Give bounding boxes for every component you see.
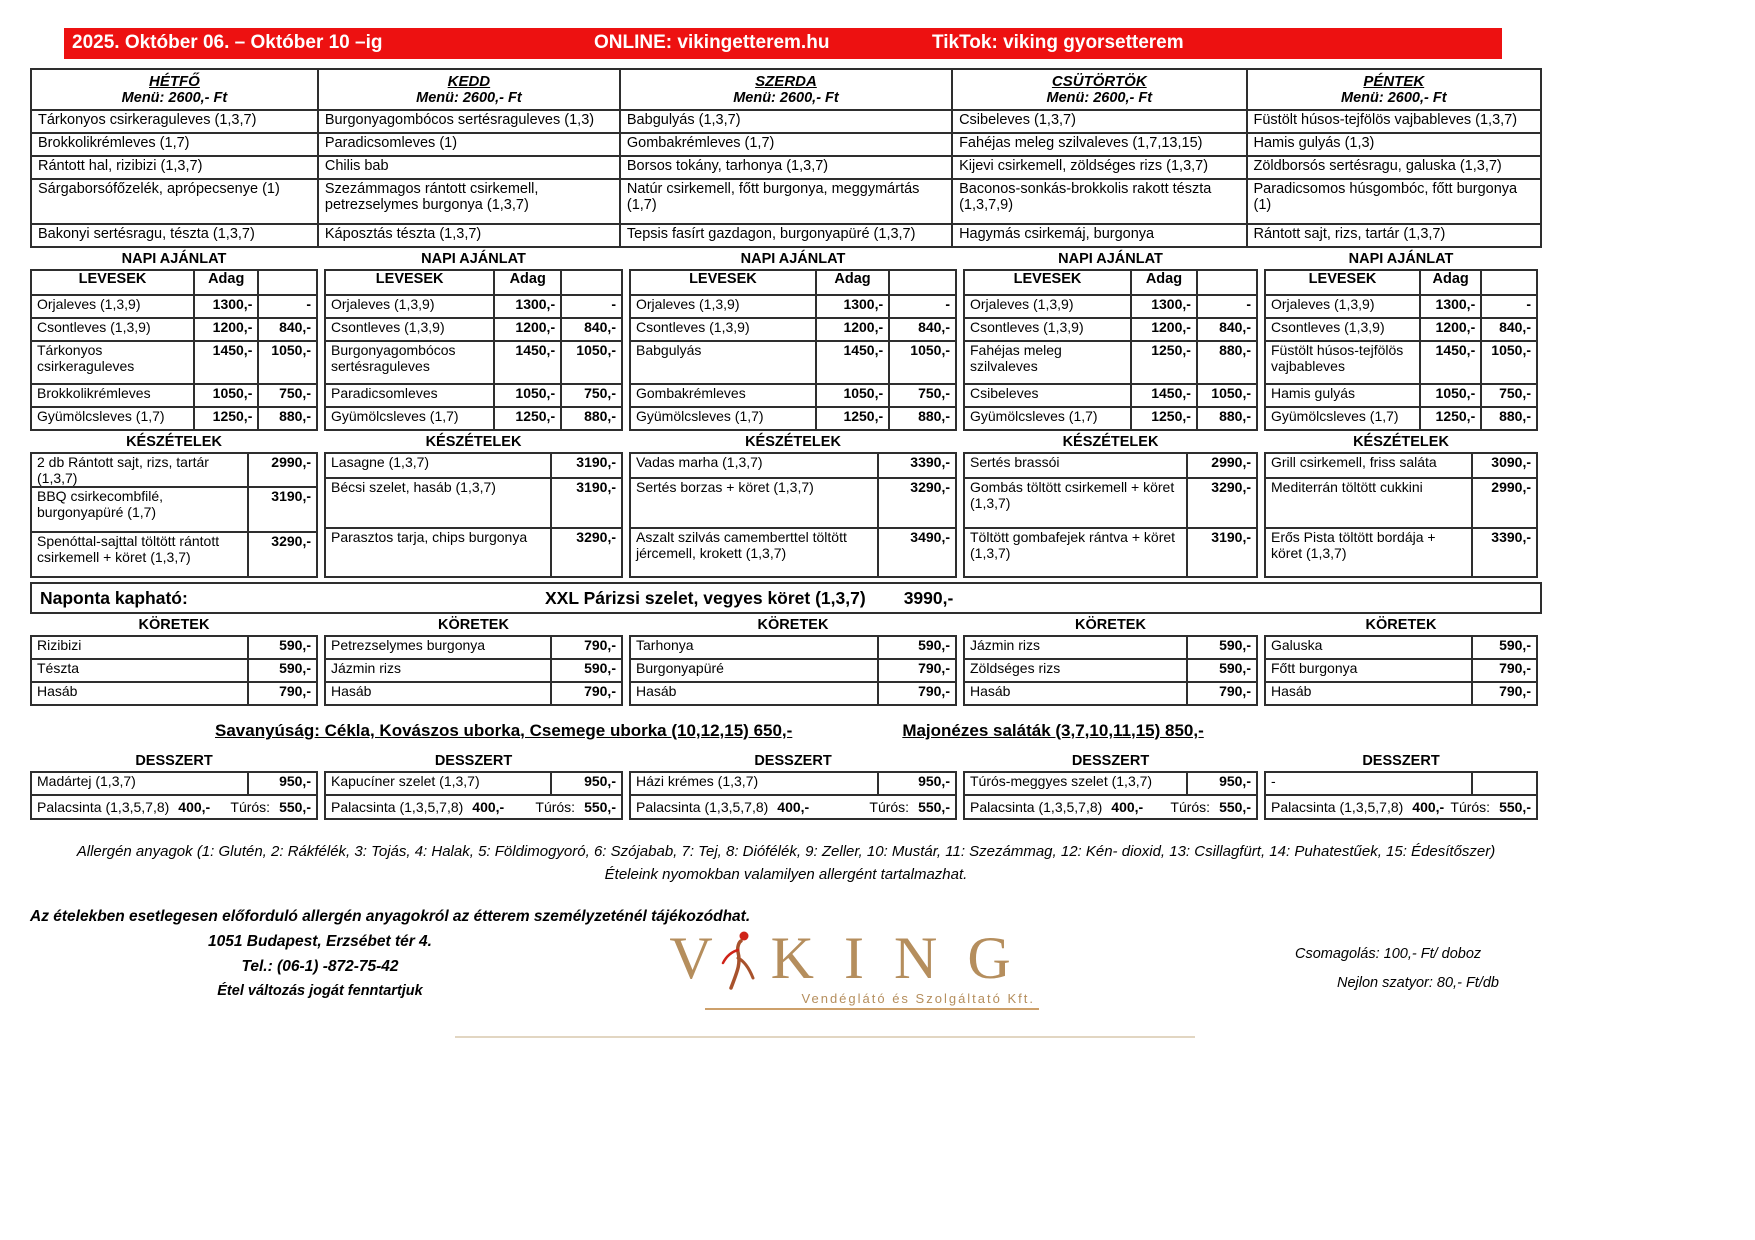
ready-name: Aszalt szilvás camemberttel töltött jércemell, krokett (1,3,7) <box>630 528 878 577</box>
logo-letters-king: KING <box>770 925 1041 991</box>
menu-item: Hamis gulyás (1,3) <box>1247 133 1541 156</box>
soup-name: Fahéjas meleg szilvaleves <box>964 341 1131 384</box>
soup-half-price: 880,- <box>1197 341 1257 384</box>
daily-special-banner <box>30 582 1542 614</box>
turos-price: 550,- <box>1219 799 1251 815</box>
pancake-price: 400,- <box>472 799 505 815</box>
menu-item: Csibeleves (1,3,7) <box>952 110 1246 133</box>
ready-price: 3190,- <box>1187 528 1257 577</box>
dessert-price: 950,- <box>551 772 622 795</box>
soup-price: 1300,- <box>194 295 258 318</box>
soup-price: 1300,- <box>1131 295 1197 318</box>
soup-half-price: - <box>561 295 622 318</box>
soup-half-price: 750,- <box>1481 384 1537 407</box>
napi-ajanlat-label: NAPI AJÁNLAT <box>121 251 227 267</box>
half-header <box>1481 270 1537 295</box>
soup-name: Orjaleves (1,3,9) <box>325 295 494 318</box>
soup-half-price: 750,- <box>889 384 956 407</box>
dessert-table-friday <box>1264 771 1538 820</box>
soups-table-thursday <box>963 269 1258 431</box>
ready-name: Vadas marha (1,3,7) <box>630 453 878 478</box>
keszetelek-label: KÉSZÉTELEK <box>1353 434 1449 450</box>
side-name: Zöldséges rizs <box>964 659 1187 682</box>
ready-name: Bécsi szelet, hasáb (1,3,7) <box>325 478 551 527</box>
ready-table-monday <box>30 452 318 578</box>
soup-price: 1200,- <box>194 318 258 341</box>
soup-name: Csibeleves <box>964 384 1131 407</box>
soup-name: Tárkonyos csirkeraguleves <box>31 341 194 384</box>
pancake-price: 400,- <box>777 799 810 815</box>
dessert-price: 950,- <box>1187 772 1257 795</box>
ready-price: 3390,- <box>1472 528 1537 577</box>
soup-half-price: 880,- <box>1481 407 1537 430</box>
side-name: Jázmin rizs <box>964 636 1187 659</box>
menu-item: Sárgaborsófőzelék, aprópecsenye (1) <box>31 179 318 224</box>
side-name: Tészta <box>31 659 248 682</box>
day-header-tuesday: KEDD Menü: 2600,- Ft <box>318 69 620 110</box>
pancake-name: Palacsinta (1,3,5,7,8) <box>1271 799 1404 815</box>
sides-table-friday <box>1264 635 1538 706</box>
menu-item: Natúr csirkemell, főtt burgonya, meggymártás (1,7) <box>620 179 952 224</box>
pancake-price: 400,- <box>1111 799 1144 815</box>
half-header <box>561 270 622 295</box>
koretek-label: KÖRETEK <box>757 617 829 633</box>
levesek-header: LEVESEK <box>964 270 1131 295</box>
adag-header: Adag <box>494 270 561 295</box>
side-name: Burgonyapüré <box>630 659 878 682</box>
side-price: 590,- <box>551 659 622 682</box>
pancake-row <box>325 795 622 819</box>
ready-price: 2990,- <box>248 453 317 487</box>
levesek-header: LEVESEK <box>630 270 816 295</box>
side-name: Jázmin rizs <box>325 659 551 682</box>
pancake-price: 400,- <box>178 799 211 815</box>
soups-table-tuesday <box>324 269 623 431</box>
soup-name: Csontleves (1,3,9) <box>964 318 1131 341</box>
menu-row-3 <box>31 156 1541 179</box>
menu-item: Füstölt húsos-tejfölös vajbableves (1,3,7) <box>1247 110 1541 133</box>
soup-half-price: 880,- <box>1197 407 1257 430</box>
logo-subtitle: Vendéglátó és Szolgáltató Kft. <box>705 991 1039 1010</box>
soup-price: 1250,- <box>1131 341 1197 384</box>
soup-price: 1050,- <box>494 384 561 407</box>
menu-item: Tárkonyos csirkeraguleves (1,3,7) <box>31 110 318 133</box>
side-price: 590,- <box>878 636 956 659</box>
soup-price: 1050,- <box>194 384 258 407</box>
day-header-monday: HÉTFŐ Menü: 2600,- Ft <box>31 69 318 110</box>
menu-item: Bakonyi sertésragu, tészta (1,3,7) <box>31 224 318 247</box>
soups-section <box>30 269 1542 431</box>
side-name: Petrezselymes burgonya <box>325 636 551 659</box>
napi-ajanlat-row <box>30 248 1542 269</box>
levesek-header: LEVESEK <box>325 270 494 295</box>
pickles-text: Savanyúság: Cékla, Kovászos uborka, Csemege uborka (10,12,15) 650,- <box>215 721 793 740</box>
allergen-staff-note: Az ételekben esetlegesen előforduló allergén anyagokról az étterem személyzeténél tájékozódhat. <box>30 908 751 925</box>
turos-price: 550,- <box>918 799 950 815</box>
dessert-price <box>1472 772 1537 795</box>
side-name: Hasáb <box>325 682 551 705</box>
adag-header: Adag <box>1131 270 1197 295</box>
side-price: 790,- <box>248 682 317 705</box>
menu-item: Baconos-sonkás-brokkolis rakott tészta (1,3,7,9) <box>952 179 1246 224</box>
koretek-row <box>30 614 1542 635</box>
pancake-name: Palacsinta (1,3,5,7,8) <box>331 799 464 815</box>
soup-price: 1450,- <box>1420 341 1481 384</box>
menu-item: Borsos tokány, tarhonya (1,3,7) <box>620 156 952 179</box>
ready-table-tuesday <box>324 452 623 578</box>
ready-price: 2990,- <box>1187 453 1257 478</box>
pancake-price: 400,- <box>1412 799 1445 815</box>
menu-item: Brokkolikrémleves (1,7) <box>31 133 318 156</box>
menu-item: Tepsis fasírt gazdagon, burgonyapüré (1,3,7) <box>620 224 952 247</box>
ready-price: 3190,- <box>551 453 622 478</box>
soup-price: 1450,- <box>194 341 258 384</box>
soup-name: Orjaleves (1,3,9) <box>1265 295 1420 318</box>
soup-half-price: 1050,- <box>1197 384 1257 407</box>
menu-item: Paradicsomos húsgombóc, főtt burgonya (1) <box>1247 179 1541 224</box>
side-price: 790,- <box>878 682 956 705</box>
menu-item: Szezámmagos rántott csirkemell, petrezselymes burgonya (1,3,7) <box>318 179 620 224</box>
dessert-table-wednesday <box>629 771 957 820</box>
ready-name: Sertés borzas + köret (1,3,7) <box>630 478 878 527</box>
side-name: Hasáb <box>630 682 878 705</box>
soup-half-price: 840,- <box>1197 318 1257 341</box>
date-range: 2025. Október 06. – Október 10 –ig <box>72 32 383 53</box>
soup-price: 1250,- <box>1420 407 1481 430</box>
soup-half-price: 880,- <box>889 407 956 430</box>
adag-header: Adag <box>194 270 258 295</box>
soup-price: 1450,- <box>494 341 561 384</box>
keszetelek-row <box>30 431 1542 452</box>
soup-name: Orjaleves (1,3,9) <box>31 295 194 318</box>
menu-item: Zöldborsós sertésragu, galuska (1,3,7) <box>1247 156 1541 179</box>
ready-name: Spenóttal-sajttal töltött rántott csirkemell + köret (1,3,7) <box>31 532 248 577</box>
side-name: Tarhonya <box>630 636 878 659</box>
header-bar <box>64 28 1502 59</box>
koretek-label: KÖRETEK <box>438 617 509 633</box>
half-header <box>258 270 317 295</box>
ready-name: Erős Pista töltött bordája + köret (1,3,7) <box>1265 528 1472 577</box>
ready-price: 3290,- <box>878 478 956 527</box>
side-name: Főtt burgonya <box>1265 659 1472 682</box>
menu-item: Kijevi csirkemell, zöldséges rizs (1,3,7) <box>952 156 1246 179</box>
soup-name: Orjaleves (1,3,9) <box>964 295 1131 318</box>
soup-name: Csontleves (1,3,9) <box>31 318 194 341</box>
menu-item: Babgulyás (1,3,7) <box>620 110 952 133</box>
pancake-name: Palacsinta (1,3,5,7,8) <box>37 799 170 815</box>
adag-header: Adag <box>816 270 889 295</box>
mayo-salads-text: Majonézes saláták (3,7,10,11,15) 850,- <box>902 721 1204 740</box>
weekly-menu-table <box>30 68 1542 248</box>
turos-label: Túrós: <box>869 799 910 815</box>
menu-row-5 <box>31 224 1541 247</box>
turos-price: 550,- <box>584 799 616 815</box>
keszetelek-label: KÉSZÉTELEK <box>1062 434 1159 450</box>
side-price: 790,- <box>551 682 622 705</box>
soup-price: 1300,- <box>816 295 889 318</box>
dessert-table-thursday <box>963 771 1258 820</box>
soup-name: Hamis gulyás <box>1265 384 1420 407</box>
day-header-row <box>31 69 1541 110</box>
desszert-row <box>30 750 1542 771</box>
soup-half-price: - <box>1197 295 1257 318</box>
ready-name: Töltött gombafejek rántva + köret (1,3,7) <box>964 528 1187 577</box>
soup-half-price: 1050,- <box>561 341 622 384</box>
daily-special-label: Naponta kapható: <box>40 587 188 608</box>
side-price: 590,- <box>248 636 317 659</box>
menu-item: Chilis bab <box>318 156 620 179</box>
side-name: Galuska <box>1265 636 1472 659</box>
keszetelek-label: KÉSZÉTELEK <box>425 434 522 450</box>
soup-price: 1250,- <box>194 407 258 430</box>
ready-price: 3090,- <box>1472 453 1537 478</box>
menu-item: Burgonyagombócos sertésraguleves (1,3) <box>318 110 620 133</box>
menu-item: Gombakrémleves (1,7) <box>620 133 952 156</box>
sides-section <box>30 635 1542 706</box>
daily-special-price: 3990,- <box>903 587 954 608</box>
side-price: 590,- <box>1187 659 1257 682</box>
side-price: 590,- <box>1187 636 1257 659</box>
koretek-label: KÖRETEK <box>1365 617 1437 633</box>
ready-table-friday <box>1264 452 1538 578</box>
runner-icon <box>717 928 759 990</box>
viking-logo <box>645 925 1065 1010</box>
side-name: Hasáb <box>964 682 1187 705</box>
ready-name: Grill csirkemell, friss saláta <box>1265 453 1472 478</box>
menu-item: Rántott hal, rizibizi (1,3,7) <box>31 156 318 179</box>
soup-price: 1250,- <box>1131 407 1197 430</box>
side-price: 790,- <box>551 636 622 659</box>
side-price: 790,- <box>878 659 956 682</box>
turos-label: Túrós: <box>1450 799 1491 815</box>
sides-table-thursday <box>963 635 1258 706</box>
napi-ajanlat-label: NAPI AJÁNLAT <box>1058 251 1163 267</box>
menu-item: Hagymás csirkemáj, burgonya <box>952 224 1246 247</box>
half-header <box>889 270 956 295</box>
napi-ajanlat-label: NAPI AJÁNLAT <box>421 251 526 267</box>
ready-table-wednesday <box>629 452 957 578</box>
day-header-thursday: CSÜTÖRTÖK Menü: 2600,- Ft <box>952 69 1246 110</box>
soup-price: 1450,- <box>816 341 889 384</box>
menu-item: Rántott sajt, rizs, tartár (1,3,7) <box>1247 224 1541 247</box>
ready-name: Lasagne (1,3,7) <box>325 453 551 478</box>
pancake-row <box>964 795 1257 819</box>
soup-half-price: - <box>1481 295 1537 318</box>
desszert-label: DESSZERT <box>434 753 513 769</box>
desszert-label: DESSZERT <box>1071 753 1150 769</box>
soup-name: Burgonyagombócos sertésraguleves <box>325 341 494 384</box>
dessert-table-monday <box>30 771 318 820</box>
dessert-price: 950,- <box>248 772 317 795</box>
ready-name: BBQ csirkecombfilé, burgonyapüré (1,7) <box>31 487 248 532</box>
ready-price: 2990,- <box>1472 478 1537 527</box>
address: 1051 Budapest, Erzsébet tér 4. <box>208 933 432 950</box>
ready-price: 3490,- <box>878 528 956 577</box>
keszetelek-label: KÉSZÉTELEK <box>126 434 222 450</box>
soup-price: 1250,- <box>816 407 889 430</box>
menu-row-1 <box>31 110 1541 133</box>
soup-price: 1200,- <box>816 318 889 341</box>
soup-price: 1300,- <box>1420 295 1481 318</box>
napi-ajanlat-label: NAPI AJÁNLAT <box>1348 251 1454 267</box>
online-url: ONLINE: vikingetterem.hu <box>594 32 830 53</box>
side-price: 790,- <box>1472 659 1537 682</box>
sides-table-wednesday <box>629 635 957 706</box>
dessert-table-tuesday <box>324 771 623 820</box>
bag-price: Nejlon szatyor: 80,- Ft/db <box>1337 975 1499 991</box>
dessert-name: Kapucíner szelet (1,3,7) <box>325 772 551 795</box>
sides-table-monday <box>30 635 318 706</box>
ready-table-thursday <box>963 452 1258 578</box>
ready-name: Gombás töltött csirkemell + köret (1,3,7) <box>964 478 1187 527</box>
soup-half-price: 840,- <box>561 318 622 341</box>
soup-name: Babgulyás <box>630 341 816 384</box>
ready-price: 3290,- <box>551 528 622 577</box>
menu-item: Káposztás tészta (1,3,7) <box>318 224 620 247</box>
phone: Tel.: (06-1) -872-75-42 <box>241 958 399 975</box>
soup-name: Csontleves (1,3,9) <box>1265 318 1420 341</box>
tiktok-handle: TikTok: viking gyorsetterem <box>932 32 1184 53</box>
soup-price: 1050,- <box>1420 384 1481 407</box>
soup-name: Gyümölcsleves (1,7) <box>630 407 816 430</box>
soup-half-price: 1050,- <box>258 341 317 384</box>
side-price: 790,- <box>1187 682 1257 705</box>
soup-half-price: 880,- <box>258 407 317 430</box>
turos-label: Túrós: <box>535 799 576 815</box>
side-name: Rizibizi <box>31 636 248 659</box>
napi-ajanlat-label: NAPI AJÁNLAT <box>740 251 846 267</box>
half-header <box>1197 270 1257 295</box>
menu-item: Paradicsomleves (1) <box>318 133 620 156</box>
footer-right <box>1295 940 1499 998</box>
ready-price: 3290,- <box>248 532 317 577</box>
ready-name: Mediterrán töltött cukkini <box>1265 478 1472 527</box>
soups-table-friday <box>1264 269 1538 431</box>
pancake-name: Palacsinta (1,3,5,7,8) <box>636 799 769 815</box>
dessert-name: Túrós-meggyes szelet (1,3,7) <box>964 772 1187 795</box>
adag-header: Adag <box>1420 270 1481 295</box>
soup-half-price: 840,- <box>258 318 317 341</box>
turos-label: Túrós: <box>230 799 271 815</box>
keszetelek-label: KÉSZÉTELEK <box>745 434 841 450</box>
ready-price: 3390,- <box>878 453 956 478</box>
levesek-header: LEVESEK <box>1265 270 1420 295</box>
soup-name: Orjaleves (1,3,9) <box>630 295 816 318</box>
soup-half-price: - <box>889 295 956 318</box>
levesek-header: LEVESEK <box>31 270 194 295</box>
soup-half-price: 750,- <box>561 384 622 407</box>
dessert-price: 950,- <box>878 772 956 795</box>
pancake-row <box>31 795 317 819</box>
allergen-list: Allergén anyagok (1: Glutén, 2: Rákfélék, 3: Tojás, 4: Halak, 5: Földimogyoró, 6: Szójabab, 7: Tej, 8: Diófélék, 9: Zeller, 10: Mustár, 11: Szezámmag, 12: Kén- dioxid, 13: Csillagfürt, 14: Puhatestűek, 15: Édesítőszer) <box>76 843 1496 860</box>
change-rights-note: Étel változás jogát fenntartjuk <box>217 983 423 999</box>
soups-table-monday <box>30 269 318 431</box>
menu-item: Fahéjas meleg szilvaleves (1,7,13,15) <box>952 133 1246 156</box>
soup-name: Csontleves (1,3,9) <box>630 318 816 341</box>
soup-price: 1200,- <box>1420 318 1481 341</box>
pancake-name: Palacsinta (1,3,5,7,8) <box>970 799 1103 815</box>
side-name: Hasáb <box>1265 682 1472 705</box>
soup-price: 1050,- <box>816 384 889 407</box>
ready-meals-section <box>30 452 1542 578</box>
desserts-section <box>30 771 1542 820</box>
soup-half-price: 1050,- <box>1481 341 1537 384</box>
soup-price: 1450,- <box>1131 384 1197 407</box>
side-price: 590,- <box>248 659 317 682</box>
sides-table-tuesday <box>324 635 623 706</box>
soup-name: Füstölt húsos-tejfölös vajbableves <box>1265 341 1420 384</box>
menu-row-4 <box>31 179 1541 224</box>
allergen-info <box>30 840 1542 887</box>
koretek-label: KÖRETEK <box>138 617 210 633</box>
koretek-label: KÖRETEK <box>1075 617 1146 633</box>
soup-price: 1250,- <box>494 407 561 430</box>
turos-price: 550,- <box>279 799 311 815</box>
packaging-price: Csomagolás: 100,- Ft/ doboz <box>1295 946 1482 962</box>
soup-name: Paradicsomleves <box>325 384 494 407</box>
soup-name: Csontleves (1,3,9) <box>325 318 494 341</box>
ready-price: 3290,- <box>1187 478 1257 527</box>
soup-half-price: 840,- <box>1481 318 1537 341</box>
soup-half-price: 1050,- <box>889 341 956 384</box>
dessert-name: Madártej (1,3,7) <box>31 772 248 795</box>
soup-price: 1200,- <box>494 318 561 341</box>
soup-name: Gyümölcsleves (1,7) <box>1265 407 1420 430</box>
soup-half-price: 880,- <box>561 407 622 430</box>
soup-name: Gombakrémleves <box>630 384 816 407</box>
dessert-name: - <box>1265 772 1472 795</box>
soup-name: Brokkolikrémleves <box>31 384 194 407</box>
ready-name: Sertés brassói <box>964 453 1187 478</box>
day-header-wednesday: SZERDA Menü: 2600,- Ft <box>620 69 952 110</box>
pancake-row <box>1265 795 1537 819</box>
dessert-name: Házi krémes (1,3,7) <box>630 772 878 795</box>
soup-price: 1300,- <box>494 295 561 318</box>
side-name: Hasáb <box>31 682 248 705</box>
soups-table-wednesday <box>629 269 957 431</box>
soup-name: Gyümölcsleves (1,7) <box>325 407 494 430</box>
soup-price: 1200,- <box>1131 318 1197 341</box>
ready-price: 3190,- <box>551 478 622 527</box>
turos-label: Túrós: <box>1170 799 1211 815</box>
soup-half-price: - <box>258 295 317 318</box>
soup-name: Gyümölcsleves (1,7) <box>31 407 194 430</box>
pancake-row <box>630 795 956 819</box>
day-header-friday: PÉNTEK Menü: 2600,- Ft <box>1247 69 1541 110</box>
daily-special-item: XXL Párizsi szelet, vegyes köret (1,3,7) <box>545 587 866 608</box>
allergen-note: Ételeink nyomokban valamilyen allergént tartalmazhat. <box>604 866 968 884</box>
ready-name: 2 db Rántott sajt, rizs, tartár (1,3,7) <box>31 453 248 487</box>
turos-price: 550,- <box>1499 799 1531 815</box>
soup-half-price: 750,- <box>258 384 317 407</box>
footer-divider <box>455 1036 1195 1038</box>
ready-name: Parasztos tarja, chips burgonya <box>325 528 551 577</box>
ready-price: 3190,- <box>248 487 317 532</box>
logo-letter-v: V <box>669 925 713 991</box>
desszert-label: DESSZERT <box>754 753 832 769</box>
side-price: 590,- <box>1472 636 1537 659</box>
soup-name: Gyümölcsleves (1,7) <box>964 407 1131 430</box>
side-price: 790,- <box>1472 682 1537 705</box>
menu-row-2 <box>31 133 1541 156</box>
desszert-label: DESSZERT <box>1362 753 1440 769</box>
pickles-salads-line <box>30 721 1542 741</box>
soup-half-price: 840,- <box>889 318 956 341</box>
desszert-label: DESSZERT <box>135 753 213 769</box>
